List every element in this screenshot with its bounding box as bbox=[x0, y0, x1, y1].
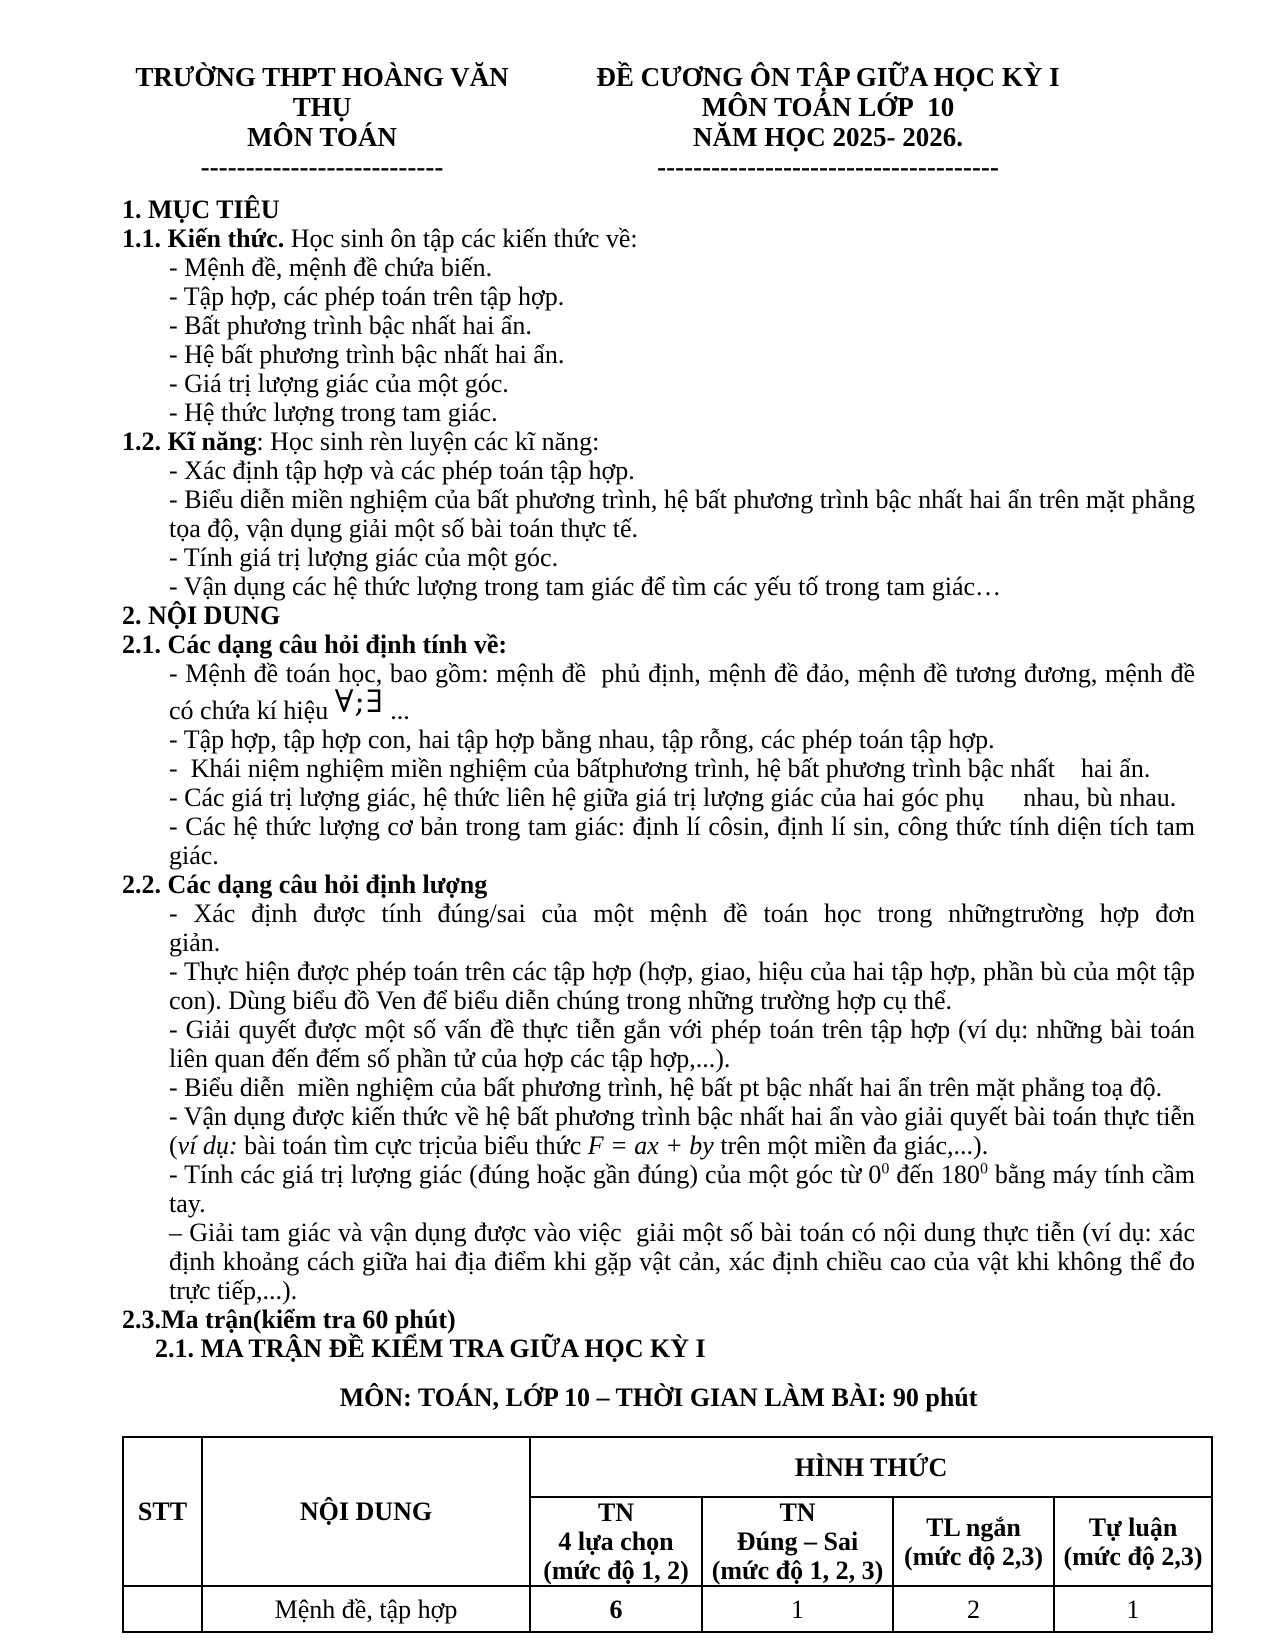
list-item: - Mệnh đề, mệnh đề chứa biến. bbox=[169, 253, 493, 282]
cell-tl-ngan: 2 bbox=[893, 1586, 1054, 1632]
section-1-2-text: : Học sinh rèn luyện các kĩ năng: bbox=[256, 427, 600, 456]
list-item: - Giải quyết được một số vấn đề thực tiễn gắn với phép toán trên tập hợp (ví dụ: những bài toán liên quan đến đếm số phần tử của hợp các tập hợp,...). bbox=[169, 1015, 1195, 1073]
col-header-line: (mức độ 1, 2) bbox=[543, 1556, 689, 1585]
list-item-with-italics bbox=[169, 1102, 1195, 1160]
school-year: NĂM HỌC 2025- 2026. bbox=[693, 122, 963, 152]
header-right-divider: -------------------------------------- bbox=[657, 152, 999, 182]
cell-tn-dung-sai: 1 bbox=[702, 1586, 893, 1632]
list-item: - Tập hợp, các phép toán trên tập hợp. bbox=[169, 282, 565, 311]
col-header-line: 4 lựa chọn bbox=[558, 1527, 674, 1556]
section-1-2-label: 1.2. Kĩ năng bbox=[122, 427, 257, 456]
school-name: TRƯỜNG THPT HOÀNG VĂN THỤ bbox=[135, 62, 509, 122]
col-header-line: (mức độ 2,3) bbox=[903, 1541, 1044, 1571]
section-1-1-heading bbox=[122, 224, 1195, 253]
cell-tn-4-lua-chon: 6 bbox=[530, 1586, 702, 1632]
forall-exists-formula: ∀;∃ bbox=[334, 684, 384, 720]
list-item: - Thực hiện được phép toán trên các tập hợp (hợp, giao, hiệu của hai tập hợp, phần bù của một tập con). Dùng biểu đồ Ven để biểu diễn chúng trong những trường hợp cụ thể. bbox=[169, 957, 1195, 1015]
exam-info-title: MÔN: TOÁN, LỚP 10 – THỜI GIAN LÀM BÀI: 90 phút bbox=[339, 1383, 978, 1412]
header-school-block bbox=[122, 62, 522, 182]
section-2-1-title: 2.1. Các dạng câu hỏi định tính về: bbox=[122, 630, 508, 659]
list-item: - Xác định được tính đúng/sai của một mệnh đề toán học trong nhữngtrường hợp đơn giản. bbox=[169, 899, 1195, 957]
col-header-line: TN bbox=[597, 1498, 635, 1527]
list-item: - Các hệ thức lượng cơ bản trong tam giác: định lí côsin, định lí sin, công thức tính diện tích tam giác. bbox=[169, 812, 1195, 870]
list-item-with-superscripts bbox=[169, 1160, 1195, 1218]
header-left-divider: --------------------------- bbox=[200, 152, 444, 182]
list-item: - Biểu diễn miền nghiệm của bất phương trình, hệ bất pt bậc nhất hai ẩn trên mặt phẳng toạ độ. bbox=[169, 1073, 1163, 1102]
cell-noidung: Mệnh đề, tập hợp bbox=[202, 1586, 530, 1632]
list-item-text: ... bbox=[383, 696, 410, 725]
col-header-hinhthuc: HÌNH THỨC bbox=[530, 1437, 1212, 1497]
col-header-tu-luan bbox=[1054, 1497, 1212, 1586]
list-item-text: bài toán tìm cực trịcủa biểu thức bbox=[237, 1131, 588, 1160]
list-item: - Hệ thức lượng trong tam giác. bbox=[169, 398, 498, 427]
degree-superscript: 0 bbox=[881, 1160, 890, 1178]
col-header-tl-ngan bbox=[893, 1497, 1054, 1586]
col-header-line: TL ngắn bbox=[926, 1512, 1021, 1542]
col-header-stt: STT bbox=[123, 1437, 202, 1586]
list-item: - Giá trị lượng giác của một góc. bbox=[169, 369, 509, 398]
table-header-row-top bbox=[123, 1437, 1212, 1497]
list-item-text: trên một miền đa giác,...). bbox=[713, 1131, 989, 1160]
document-subtitle: MÔN TOÁN LỚP 10 bbox=[701, 92, 955, 122]
col-header-line: Đúng – Sai bbox=[736, 1527, 859, 1556]
list-item: - Bất phương trình bậc nhất hai ẩn. bbox=[169, 311, 532, 340]
list-item-text: - Vận dụng được kiến thức về hệ bất phương trình bậc nhất hai ẩn vào giải quyết bài toán thực tiễn ( bbox=[169, 1102, 1195, 1160]
list-item: - Tập hợp, tập hợp con, hai tập hợp bằng nhau, tập rỗng, các phép toán tập hợp. bbox=[169, 725, 995, 754]
list-item: - Tính giá trị lượng giác của một góc. bbox=[169, 543, 559, 572]
list-item-text: đến 180 bbox=[889, 1160, 980, 1189]
section-1-1-text: Học sinh ôn tập các kiến thức về: bbox=[284, 224, 638, 253]
cell-stt bbox=[123, 1586, 202, 1632]
list-item: - Khái niệm nghiệm miền nghiệm của bấtphương trình, hệ bất phương trình bậc nhất hai ẩn. bbox=[169, 754, 1151, 783]
cell-tu-luan: 1 bbox=[1054, 1586, 1212, 1632]
header-title-block bbox=[588, 62, 1068, 182]
list-item: - Xác định tập hợp và các phép toán tập hợp. bbox=[169, 456, 635, 485]
list-item: – Giải tam giác và vận dụng được vào việc giải một số bài toán có nội dung thực tiễn (ví dụ: xác định khoảng cách giữa hai địa điểm khi gặp vật cản, xác định chiều cao của vật khi không thể đo trực tiếp,...). bbox=[169, 1218, 1195, 1305]
matrix-section-title: 2.1. MA TRẬN ĐỀ KIỂM TRA GIỮA HỌC KỲ I bbox=[155, 1334, 706, 1363]
example-label-italic: ví dụ: bbox=[177, 1131, 238, 1160]
math-expression-italic: F = ax + by bbox=[587, 1131, 714, 1160]
col-header-tn-4-lua-chon bbox=[530, 1497, 702, 1586]
col-header-line: (mức độ 1, 2, 3) bbox=[711, 1556, 884, 1585]
document-header bbox=[122, 62, 1195, 182]
list-item-text: bằng máy tính cầm tay. bbox=[169, 1160, 1195, 1218]
section-2-2-title: 2.2. Các dạng câu hỏi định lượng bbox=[122, 870, 488, 899]
table-row bbox=[123, 1586, 1212, 1632]
document-title: ĐỀ CƯƠNG ÔN TẬP GIỮA HỌC KỲ I bbox=[596, 62, 1060, 92]
col-header-tn-dung-sai bbox=[702, 1497, 893, 1586]
section-1-title: 1. MỤC TIÊU bbox=[122, 195, 280, 224]
col-header-line: TN bbox=[779, 1498, 816, 1527]
list-item: - Biểu diễn miền nghiệm của bất phương trình, hệ bất phương trình bậc nhất hai ẩn trên mặt phẳng tọa độ, vận dụng giải một số bài toán thực tế. bbox=[169, 485, 1195, 543]
degree-superscript: 0 bbox=[979, 1160, 988, 1178]
col-header-line: Tự luận bbox=[1088, 1512, 1178, 1542]
section-1-1-label: 1.1. Kiến thức. bbox=[122, 224, 285, 253]
section-2-3-title: 2.3.Ma trận(kiểm tra 60 phút) bbox=[122, 1305, 456, 1334]
list-item-text: - Tính các giá trị lượng giác (đúng hoặc gần đúng) của một góc từ 0 bbox=[169, 1160, 882, 1189]
school-subject: MÔN TOÁN bbox=[247, 122, 397, 152]
list-item-text: - Mệnh đề toán học, bao gồm: mệnh đề phủ định, mệnh đề đảo, mệnh đề tương đương, mệnh đề có chứa kí hiệu bbox=[169, 659, 1195, 725]
col-header-line: (mức độ 2,3) bbox=[1063, 1541, 1203, 1571]
list-item: - Vận dụng các hệ thức lượng trong tam giác để tìm các yếu tố trong tam giác… bbox=[169, 572, 1002, 601]
matrix-table bbox=[122, 1436, 1213, 1633]
section-2-title: 2. NỘI DUNG bbox=[122, 601, 281, 630]
section-1-2-heading bbox=[122, 427, 1195, 456]
list-item: - Các giá trị lượng giác, hệ thức liên hệ giữa giá trị lượng giác của hai góc phụ nhau, bù nhau. bbox=[169, 783, 1177, 812]
list-item-with-formula bbox=[169, 659, 1195, 725]
col-header-noidung: NỘI DUNG bbox=[202, 1437, 530, 1586]
list-item: - Hệ bất phương trình bậc nhất hai ẩn. bbox=[169, 340, 565, 369]
